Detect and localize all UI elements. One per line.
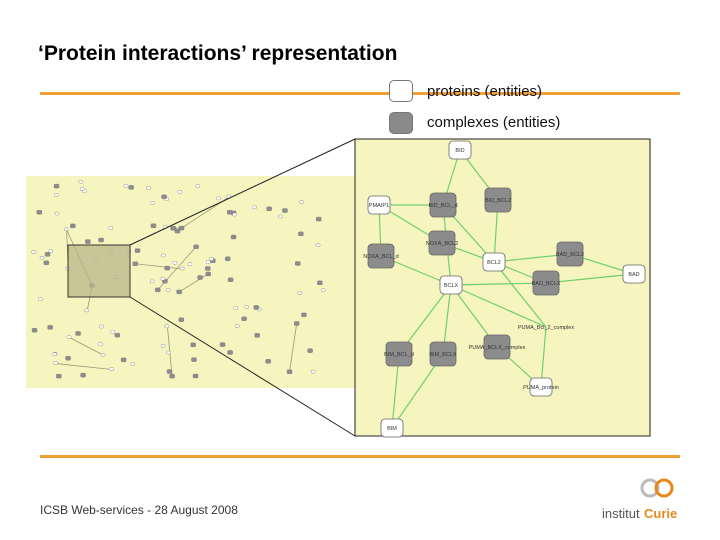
overview-node [242,317,247,321]
overview-node [121,358,126,362]
node-label: PUMA_protein [523,385,559,391]
overview-node [147,186,151,189]
overview-node [151,224,156,228]
legend-complex-label: complexes (entities) [427,114,561,131]
complex-node [426,231,458,255]
overview-node [255,333,260,337]
node-label: BIM [387,426,397,432]
overview-node [228,278,233,282]
overview-node [193,374,198,378]
overview-node [53,362,57,365]
overview-node [225,257,230,261]
overview-node [282,209,287,213]
overview-node [80,187,84,190]
overview-node [110,367,114,370]
overview-node [301,313,306,317]
overview-node [81,373,86,377]
overview-network [26,176,356,388]
overview-node [133,262,138,266]
node-label: BID_BCL_d [428,203,458,209]
overview-node [67,335,71,338]
overview-node [166,351,170,354]
overview-node [177,290,182,294]
overview-node [161,277,165,280]
overview-node [317,281,322,285]
overview-node [191,358,196,362]
overview-node [252,206,256,209]
overview-node [76,331,81,335]
overview-node [217,197,221,200]
node-label: PUMA_BCLX_complex [468,345,526,351]
overview-node [205,266,210,270]
footer-text: ICSB Web-services - 28 August 2008 [40,503,238,517]
overview-node [161,344,165,347]
node-label: NOXA_BCL2 [425,241,459,247]
overview-node [85,240,90,244]
overview-node [32,251,36,254]
overview-node [115,333,120,337]
complex-node [532,271,561,295]
overview-node [206,261,210,264]
overview-node [254,305,259,309]
logo-rings-icon [600,476,684,524]
overview-node [165,325,169,328]
overview-node [109,226,113,229]
overview-node [295,261,300,265]
overview-node [233,213,237,216]
overview-node [161,254,165,257]
overview-node [70,224,75,228]
overview-node [170,374,175,378]
overview-node [316,217,321,221]
overview-node [54,193,58,196]
overview-node [44,261,49,265]
protein-node [381,419,403,437]
node-label: PUMA_Bcl_2_complex [517,325,575,331]
overview-node [66,356,71,360]
slide-title: ‘Protein interactions’ representation [38,42,398,65]
overview-node [162,195,167,199]
overview-node [38,298,42,301]
overview-node [308,349,313,353]
overview-node [98,343,102,346]
overview-node [279,215,283,218]
logo-text-plain: institut [602,506,640,521]
node-label: BAD [628,272,640,278]
overview-node [135,249,140,253]
node-label: BCLX [443,283,459,289]
overview-node [166,288,170,291]
overview-node [32,328,37,332]
overview-node [53,353,57,356]
overview-node [321,289,325,292]
overview-node [316,244,320,247]
overview-node [173,261,177,264]
overview-node [101,353,105,356]
overview-node [40,256,44,259]
complex-node [429,342,457,366]
overview-node [300,201,304,204]
overview-node [311,370,315,373]
overview-node [124,184,128,187]
overview-node [287,370,292,374]
overview-node [196,185,200,188]
node-label: NOXA_BCL_d [363,254,399,260]
overview-node [37,210,42,214]
overview-node [245,305,249,308]
node-label: BAD_BCLX [531,281,561,287]
overview-node [191,343,196,347]
overview-node [198,276,203,280]
complex-node [363,244,398,268]
node-label: BID [455,148,465,154]
overview-node [294,321,299,325]
detail-network [355,139,650,437]
complex-node [384,342,414,366]
overview-node [175,229,180,233]
overview-node [266,359,271,363]
overview-node [298,232,303,236]
overview-node [227,210,232,214]
overview-node [188,263,192,266]
overview-node [165,266,170,270]
node-label: BIM_BCLX [429,352,457,358]
overview-node [220,343,225,347]
bottom-divider [40,455,680,458]
protein-node [449,141,471,159]
legend-protein-label: proteins (entities) [427,83,543,100]
overview-node [231,235,236,239]
overview-node [180,267,184,270]
overview-node [99,238,104,242]
overview-node [267,207,272,211]
institut-curie-logo [600,476,684,524]
overview-node [55,212,59,215]
overview-node [64,228,68,231]
protein-node [440,276,462,294]
overview-node [235,324,239,327]
complex-node [556,242,584,266]
overview-node [179,318,184,322]
protein-node [483,253,505,271]
overview-node [99,325,103,328]
protein-node [623,265,645,283]
logo-text-brand: Curie [644,506,678,521]
overview-node [131,362,135,365]
overview-node [151,201,155,204]
overview-node [155,288,160,292]
overview-node [54,184,59,188]
overview-node [79,180,83,183]
overview-node [178,190,182,193]
overview-node [129,185,134,189]
protein-node [518,325,574,331]
overview-node [45,252,50,256]
node-label: BIM_BCL_d [384,352,414,358]
overview-node [194,245,199,249]
complex-node [428,193,457,217]
node-label: PMAIP1 [368,203,390,209]
overview-node [150,280,154,283]
overview-node [206,272,211,276]
complex-node [485,188,511,212]
overview-node [209,257,213,260]
node-label: BAD_BCL2 [555,252,585,258]
overview-node [48,325,53,329]
node-label: BID_BCL2 [485,198,511,204]
overview-node [56,374,61,378]
overview-node [228,350,233,354]
overview-node [234,307,238,310]
node-label: BCL2 [487,260,501,266]
zoom-region [68,245,130,297]
overview-node [111,330,115,333]
protein-node [368,196,390,214]
overview-node [167,370,172,374]
overview-node [298,291,302,294]
overview-node [85,309,89,312]
